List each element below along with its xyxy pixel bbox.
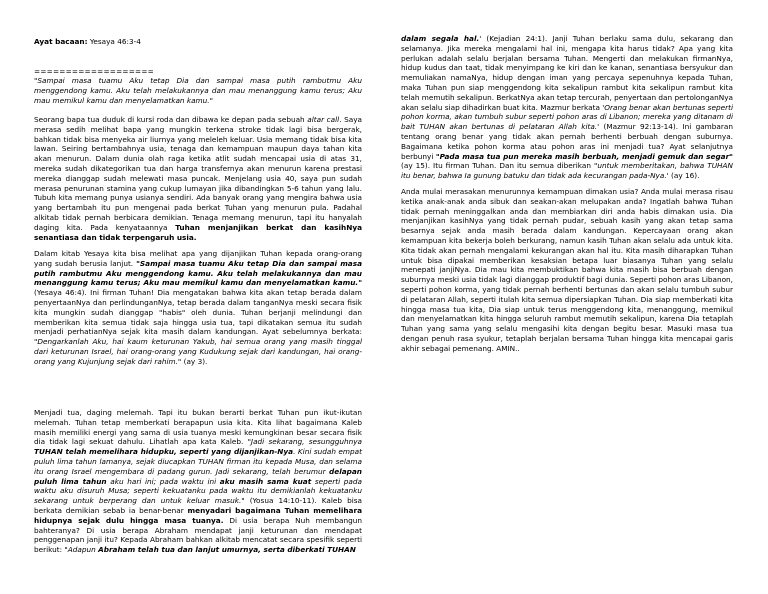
right-paragraph-2 xyxy=(401,187,733,354)
abraham-quote-start: "Adapun xyxy=(64,545,99,555)
right-paragraph-2-text: Anda mulai merasakan menurunnya kemampuan dimakan usia? Anda mulai merasa risau ketika anak-anak anda sibuk dan seakan-akan melupakan anda? Ingatlah bahwa Tuhan tidak pernah meninggalkan anda dan membiarkan diri anda habis dimakan usia. Dia menjanjikan kasihNya yang tidak pernah pudar, sebuah kasih yang akan tetap sama besarnya sejak anda masih berada dalam kandungan. Kepercayaan orang akan kemampuan kita bekerja boleh berkurang, namun kasih Tuhan akan selalu ada untuk kita. Kita tidak akan pernah mengalami kekurangan akan hal itu. Kita masih diharapkan Tuhan untuk bisa dipakai memberikan kesaksian betapa luar biasanya Tuhan yang selalu menepati janjiNya. Dia mau kita membuktikan bahwa kita masih bisa berbuah dengan suburnya meski usia tidak lagi dianggap produktif bagi dunia. Seperti pohon aras Libanon, seperti pohon korma, yang tidak pernah berhenti bertunas dan akan selalu tumbuh subur di pelataran Allah, seperti itulah kita semua dipersiapkan Tuhan. Dia siap memberkati kita hingga masa tua kita, Dia siap untuk terus menggendong kita, menanggung, memikul dan menyelamatkan kita hingga seluruh rambut memutih sekalipun, karena Dia tetaplah Tuhan yang sama yang selalu mengasihi kita dengan begitu besar. Masuki masa tua dengan penuh rasa syukur, tetaplah berjalan bersama Tuhan hingga kita mencapai garis akhir sebagai pemenang. AMIN.. xyxy=(401,187,733,353)
paragraph-3 xyxy=(34,408,362,555)
paragraph-2-text-c: (ay 3). xyxy=(181,356,208,366)
paragraph-2-italic-quote: "Dengarkanlah Aku, hai kaum keturunan Yakub, hai semua orang yang masih tinggal dari keturunan Israel, hai orang-orang yang Kudukung sejak dari kandungan, hai orang-orang yang Kujunjung sejak dari rahim." xyxy=(34,337,362,366)
right-paragraph-1-text-b: (Mazmur 92:13-14). Ini gambaran tentang orang benar yang tidak akan pernah berhenti berbuah dengan suburnya. Bagaimana ketika pohon korma atau pohon aras ini menjadi tua? Ayat selanjutnya berbunyi xyxy=(401,122,733,161)
reading-reference: Yesaya 46:3-4 xyxy=(89,37,141,46)
kaleb-quote-1: "Jadi sekarang, sesungguhnya xyxy=(247,437,363,447)
abraham-quote-bold: Abraham telah tua dan lanjut umurnya, serta diberkati TUHAN xyxy=(98,545,356,555)
right-paragraph-1-text-c: (ay 15). Itu firman Tuhan. Dan itu semua diberikan xyxy=(401,161,594,171)
mazmur-quote-2: "untuk memberitakan, bahwa TUHAN itu benar, bahwa Ia gunung batuku dan tidak ada kecurangan pada-Nya.' xyxy=(401,161,733,181)
separator-line: =================== xyxy=(34,67,154,76)
right-paragraph-1-text-d: (ay 16). xyxy=(668,171,700,181)
abraham-quote-end: dalam segala hal. xyxy=(401,34,480,43)
mazmur-bold-quote: "Pada masa tua pun mereka masih berbuah, menjadi gemuk dan segar" xyxy=(435,151,733,161)
kaleb-quote-2: . Kini sudah empat puluh lima tahun lamanya, sejak diucapkan TUHAN firman itu kepada Musa, dan selama itu orang Israel mengembara di padang gurun. Jadi sekarang, telah berumur xyxy=(34,447,362,476)
verse-quote-text: "Sampai masa tuamu Aku tetap Dia dan sampai masa putih rambutmu Aku menggendong kamu. Aku telah melakukannya dan mau menanggung kamu terus; Aku mau memikul kamu dan menyelamatkan kamu." xyxy=(34,76,362,105)
reading-line xyxy=(34,37,362,47)
paragraph-3-emphasis: menyadari bagaimana Tuhan memelihara hidupnya sejak dulu hingga masa tuanya. xyxy=(34,505,363,525)
paragraph-2-text-a: Dalam kitab Yesaya kita bisa melihat apa yang dijanjikan Tuhan kepada orang-orang yang sudah berusia lanjut. xyxy=(34,249,362,268)
kaleb-quote-3: aku hari ini; pada waktu ini xyxy=(106,476,220,486)
paragraph-2-quote: "Sampai masa tuamu Aku tetap Dia dan sampai masa putih rambutmu Aku menggendong kamu. Aku telah melakukannya dan mau menanggung kamu terus; Aku mau memikul kamu dan menyelamatkan kamu." xyxy=(34,258,362,288)
verse-quote xyxy=(34,76,362,105)
paragraph-3-text-b: (Yosua 14:10-11). Kaleb bisa berkata demikian sebab ia benar-benar xyxy=(34,496,363,515)
kaleb-quote-3-bold: aku masih sama kuat xyxy=(219,476,312,486)
paragraph-2-text-b: (Yesaya 46:4). Ini firman Tuhan! Dia mengatakan bahwa kita akan tetap berada dalam penyertaanNya dan perlindunganNya, tetap berada dalam tanganNya meski secara fisik kita mungkin sudah dianggap "habis" oleh dunia. Tuhan berjanji melindungi dan memberikan kita semua tidak saja hingga usia tua, tapi dikatakan semua itu sudah menjadi perhatianNya sejak kita masih dalam kandungan. Ayat sebelumnya berkata: xyxy=(34,288,362,337)
paragraph-1-text-a: Seorang bapa tua duduk di kursi roda dan dibawa ke depan pada sebuah xyxy=(34,115,308,124)
right-paragraph-1 xyxy=(401,34,733,181)
paragraph-2 xyxy=(34,249,362,367)
paragraph-3-text-a: Menjadi tua, daging melemah. Tapi itu bukan berarti berkat Tuhan pun ikut-ikutan melemah. Tuhan tetap memberkati berapapun usia kita. Kita lihat bagaimana Kaleb masih memiliki energi yang sama di usia tuanya meski kemungkinan besar secara fisik dia tidak lagi sekuat dahulu. Lihatlah apa kata Kaleb. xyxy=(34,408,362,447)
paragraph-3-text-c: Di usia berapa Nuh membangun bahteranya? Di usia berapa Abraham mendapat janji keturunan dan mendapat penggenapan janji itu? Kepada Abraham bahkan alkitab mencatat secara spesifik seperti berikut: xyxy=(34,515,362,555)
kaleb-quote-2-bold: delapan puluh lima tahun xyxy=(34,466,362,486)
paragraph-1 xyxy=(34,115,362,242)
kaleb-quote-1-bold: TUHAN telah memelihara hidupku, seperti yang dijanjikan-Nya xyxy=(34,447,294,457)
paragraph-1-emphasis: Tuhan menjanjikan berkat dan kasihNya senantiasa dan tidak terpengaruh usia. xyxy=(34,222,363,242)
paragraph-1-text-b: . Saya merasa sedih melihat bapa yang mungkin terkena stroke tidak lagi bisa bergerak, bahkan tidak bisa menyeka air liurnya yang meleleh keluar. Usia memang tidak bisa kita lawan. Seiring bertambahnya usia, tenaga dan kemampuan maupun daya tahan kita akan menurun. Dalam dunia olah raga ketika atlit sudah mencapai usia di atas 31, mereka sudah dikategorikan tua dan harga transfernya akan menurun karena prestasi mereka dianggap sudah melewati masa puncak. Menjelang usia 40, saya pun sudah merasa penurunan stamina yang cukup lumayan jika dibandingkan 5-6 tahun yang lalu. Tubuh kita memang punya usianya sendiri. Ada banyak orang yang mengira bahwa usia yang bertambah itu pun mengenai pada berkat Tuhan yang menurun pula. Padahal alkitab tidak pernah berbicara demikian. Tenaga memang menurun, tapi itu hanyalah daging kita. Pada kenyataannya xyxy=(34,115,362,232)
altar-call-term: altar call xyxy=(307,115,340,124)
kaleb-quote-4: seperti pada waktu aku disuruh Musa; seperti kekuatanku pada waktu itu demikianlah kekuatanku sekarang untuk berperang dan untuk keluar masuk." xyxy=(34,476,363,506)
reading-label: Ayat bacaan: xyxy=(34,37,88,46)
mazmur-quote: 'Orang benar akan bertunas seperti pohon korma, akan tumbuh subur seperti pohon aras di Libanon; mereka yang ditanam di bait TUHAN akan bertunas di pelataran Allah kita.' xyxy=(401,102,733,132)
right-paragraph-1-text-a: ' (Kejadian 24:1). Janji Tuhan berlaku sama dulu, sekarang dan selamanya. Jika mereka mengalami hal ini, mengapa kita harus tidak? Apa yang kita perlukan adalah selalu berjalan bersama Tuhan. Mengerti dan melakukan firmanNya, hidup kudus dan taat, tidak menyimpang ke kiri dan ke kanan, senantiasa bersyukur dan memuliakan namaNya, hidup dengan iman yang percaya sepenuhnya kepada Tuhan, maka Tuhan pun siap menggendong kita sekalipun rambut kita sekalipun rambut kita telah memutih sekalipun. BerkatNya akan tetap tercurah, penyertaan dan pertolonganNya akan selalu siap dihadirkan buat kita. Mazmur berkata xyxy=(401,34,734,112)
